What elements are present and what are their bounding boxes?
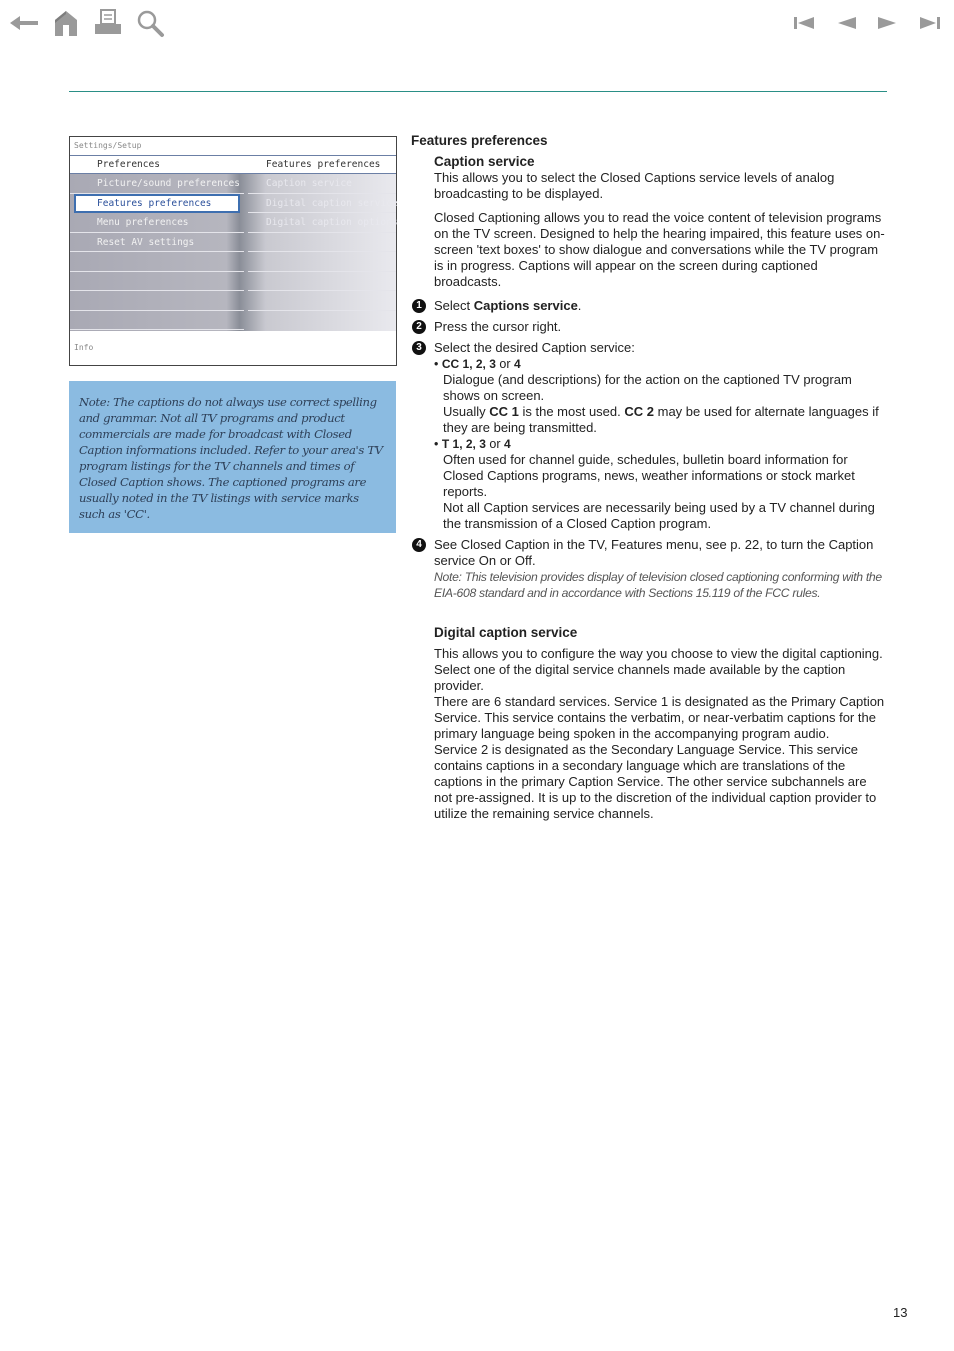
bullet-text: or: [495, 357, 514, 371]
top-nav-right: [788, 8, 946, 38]
caption-service-paragraph: Closed Captioning allows you to read the voice content of television programs on the TV screen. Designed to help the hearing impaired, this feature uses on-screen 'text boxes' to show dialogue and conversations while the TV program is in progress. Captions will appear on the screen during captioned broadcasts.: [434, 210, 885, 289]
main-content: [411, 133, 887, 822]
tv-submenu-empty-row: [248, 272, 396, 292]
step-number-badge: 4: [412, 538, 426, 552]
tv-menu-body: [70, 174, 396, 331]
step-text-bold: Captions service: [473, 298, 578, 313]
section-spacer: [411, 601, 887, 625]
top-nav-left: [8, 8, 166, 38]
cc-description: Dialogue (and descriptions) for the action on the captioned TV program shows on screen.: [443, 372, 852, 403]
step-text: Press the cursor right.: [434, 319, 562, 334]
print-icon[interactable]: [92, 8, 124, 38]
tv-submenu-item[interactable]: [248, 213, 396, 233]
step-1: [416, 298, 887, 314]
tv-menu-empty-row: [70, 252, 244, 272]
tv-menu-item-label: Features preferences: [97, 197, 212, 209]
fcc-note: Note: This television provides display of television closed captioning conforming with the EIA-608 standard and in accordance with Sections 15.119 of the FCC rules.: [434, 570, 882, 600]
note-box-text: Note: The captions do not always use correct spelling and grammar. Not all TV programs and product commercials are made for broadcast with Closed Caption informations included. Refer to your area's TV program listings for the TV channels and times of Closed Caption shows. The captioned programs are usually noted in the TV listings with service marks such as 'CC'.: [79, 395, 383, 521]
tv-submenu-item-label: Caption service: [266, 178, 352, 189]
tv-submenu-item-label: Digital caption service: [266, 197, 398, 209]
tv-menu-screenshot: [69, 136, 397, 366]
step-number-badge: 3: [412, 341, 426, 355]
cc-usage-bold: CC 1: [489, 404, 519, 419]
tv-menu-item-selected[interactable]: [74, 194, 240, 214]
tv-menu-item-label: Reset AV settings: [97, 236, 195, 248]
digital-caption-p1: This allows you to configure the way you choose to view the digital captioning.: [434, 646, 883, 661]
tv-menu-header-left: Preferences: [97, 159, 160, 170]
next-page-icon[interactable]: [872, 8, 904, 38]
digital-caption-p2: Select one of the digital service channels made available by the caption provider.: [434, 662, 846, 693]
step-number-badge: 1: [412, 299, 426, 313]
tv-submenu-empty-row: [248, 291, 396, 311]
bullet-bold: 4: [503, 437, 511, 451]
cc-usage-text: Usually: [443, 404, 490, 419]
step-text: Select the desired Caption service:: [434, 340, 635, 355]
bullet-bold: T 1, 2, 3: [441, 437, 486, 451]
tv-menu-item-label: Menu preferences: [97, 217, 189, 228]
section-title: Features preferences: [411, 133, 548, 148]
tv-submenu-item-label: Digital caption options: [266, 217, 398, 228]
tv-submenu-item[interactable]: [248, 194, 396, 214]
back-arrow-icon[interactable]: [8, 8, 40, 38]
cc-bullet: • CC 1, 2, 3 or 4: [434, 357, 521, 371]
tv-menu-item[interactable]: [70, 233, 244, 253]
note-box: [69, 381, 396, 533]
step-text: .: [577, 298, 582, 313]
tv-menu-info: Info: [74, 343, 94, 352]
tv-menu-breadcrumb: Settings/Setup: [74, 141, 142, 150]
cc-usage-text: may be used for alternate languages if they are being transmitted.: [443, 404, 879, 435]
tv-menu-empty-row: [70, 311, 244, 331]
step-text: See Closed Caption in the TV, Features menu, see p. 22, to turn the Caption service On or Off.: [434, 537, 874, 568]
page-number: 13: [893, 1305, 908, 1320]
t-description: Often used for channel guide, schedules, bulletin board information for Closed Captions programs, news, weather informations or stock market reports.: [443, 452, 855, 499]
cc-usage-bold: CC 2: [624, 404, 654, 419]
cc-usage: [443, 404, 887, 436]
tv-menu-header-right: Features preferences: [266, 159, 381, 170]
digital-caption-heading: Digital caption service: [434, 625, 578, 640]
previous-page-icon[interactable]: [830, 8, 862, 38]
step-text: Select: [434, 298, 474, 313]
search-icon[interactable]: [134, 8, 166, 38]
step-4: [416, 537, 887, 569]
caption-service-heading: Caption service: [434, 154, 535, 169]
digital-caption-p3: There are 6 standard services. Service 1 is designated as the Primary Caption Service. This service contains the verbatim, or near-verbatim captions for the primary language being spoken in the accompanying program audio.: [434, 694, 885, 741]
last-page-icon[interactable]: [914, 8, 946, 38]
step-number-badge: 2: [412, 320, 426, 334]
tv-menu-left-column: [70, 174, 244, 330]
first-page-icon[interactable]: [788, 8, 820, 38]
caption-service-intro: This allows you to select the Closed Captions service levels of analog broadcasting to be displayed.: [434, 170, 835, 201]
tv-menu-header: [70, 155, 396, 174]
step-2: [416, 319, 887, 335]
tv-submenu-empty-row: [248, 233, 396, 253]
tv-submenu-empty-row: [248, 252, 396, 272]
bullet-text: or: [485, 437, 504, 451]
home-icon[interactable]: [50, 8, 82, 38]
header-divider: [69, 91, 887, 92]
t-bullet: • T 1, 2, 3 or 4: [434, 437, 511, 451]
t-description-2: Not all Caption services are necessarily being used by a TV channel during the transmission of a Closed Caption program.: [443, 500, 875, 531]
tv-menu-item[interactable]: [70, 174, 244, 194]
bullet-bold: CC 1, 2, 3: [441, 357, 496, 371]
tv-menu-right-column: [248, 174, 396, 311]
digital-caption-p4: Service 2 is designated as the Secondary Language Service. This service contains captions in a secondary language which are translations of the captions in the primary Caption Service. The other service subchannels are not pre-assigned. It is up to the discretion of the individual caption provider to utilize the remaining service channels.: [434, 742, 877, 821]
tv-menu-item-label: Picture/sound preferences: [97, 178, 240, 189]
bullet-bold: 4: [513, 357, 521, 371]
tv-menu-empty-row: [70, 272, 244, 292]
tv-submenu-item[interactable]: [248, 174, 396, 194]
step-3: [416, 340, 887, 356]
tv-menu-item[interactable]: [70, 213, 244, 233]
cc-usage-text: is the most used.: [518, 404, 625, 419]
tv-menu-empty-row: [70, 291, 244, 311]
